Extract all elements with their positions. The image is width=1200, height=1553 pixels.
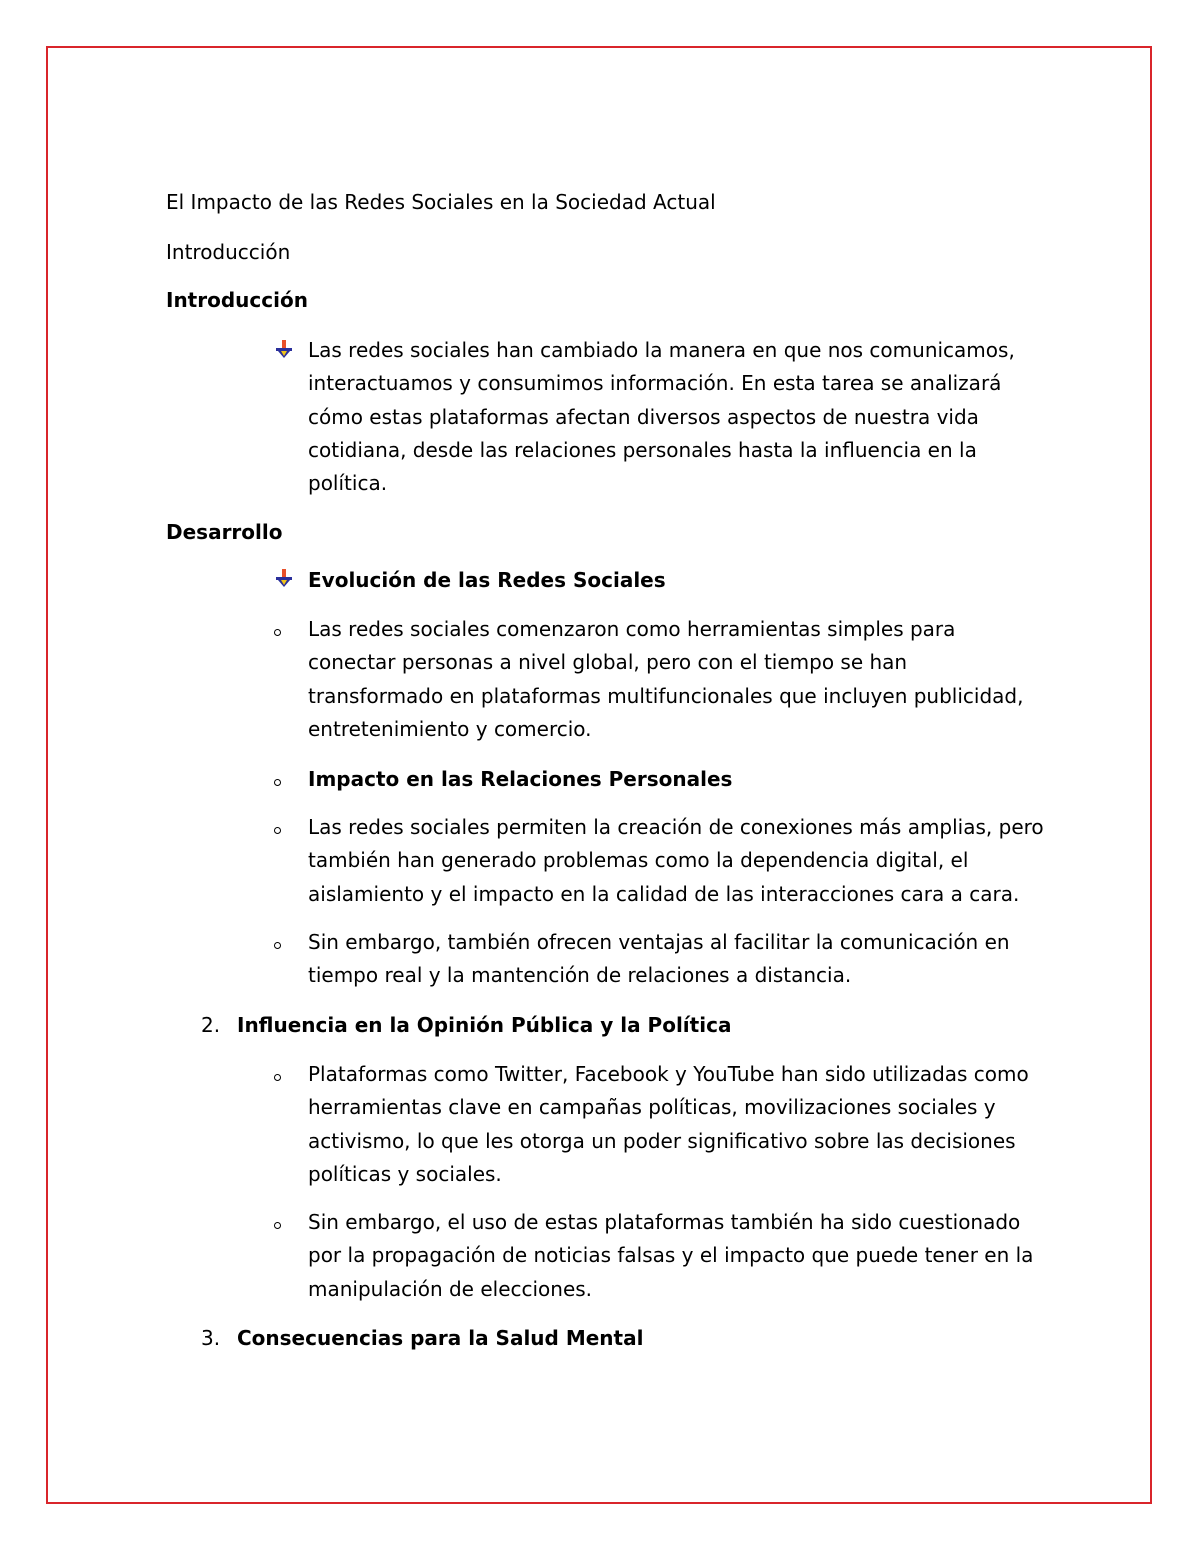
section-3-number: 3.: [201, 1326, 221, 1350]
hollow-circle-bullet-icon: [274, 779, 281, 786]
hollow-circle-bullet-icon: [274, 629, 281, 636]
section-2-heading: Influencia en la Opinión Pública y la Política: [237, 1013, 732, 1037]
section-2-number: 2.: [201, 1013, 221, 1037]
intro-heading: Introducción: [166, 288, 308, 312]
arrow-bullet-icon: [274, 568, 294, 588]
evolution-heading: Evolución de las Redes Sociales: [308, 568, 666, 592]
section-2-paragraph-1: Plataformas como Twitter, Facebook y YouTube han sido utilizadas como herramientas clave en campañas políticas, movilizaciones sociales y activismo, lo que les otorga un poder significativo sobre las decisiones políticas y sociales.: [308, 1062, 1029, 1186]
intro-paragraph: Las redes sociales han cambiado la manera en que nos comunicamos, interactuamos y consumimos información. En esta tarea se analizará cómo estas plataformas afectan diversos aspectos de nuestra vida cotidiana, desde las relaciones personales hasta la influencia en la política.: [308, 338, 1015, 496]
hollow-circle-bullet-icon: [274, 827, 281, 834]
hollow-circle-bullet-icon: [274, 942, 281, 949]
development-heading: Desarrollo: [166, 520, 283, 544]
intro-plain-label: Introducción: [166, 240, 291, 264]
section-2-paragraph-2: Sin embargo, el uso de estas plataformas también ha sido cuestionado por la propagación de noticias falsas y el impacto que puede tener en la manipulación de elecciones.: [308, 1210, 1034, 1301]
relations-heading: Impacto en las Relaciones Personales: [308, 767, 733, 791]
hollow-circle-bullet-icon: [274, 1222, 281, 1229]
relations-paragraph-2: Sin embargo, también ofrecen ventajas al facilitar la comunicación en tiempo real y la mantención de relaciones a distancia.: [308, 930, 1010, 988]
hollow-circle-bullet-icon: [274, 1074, 281, 1081]
section-3-heading: Consecuencias para la Salud Mental: [237, 1326, 644, 1350]
arrow-bullet-icon: [274, 339, 294, 359]
document-title: El Impacto de las Redes Sociales en la Sociedad Actual: [166, 190, 716, 214]
evolution-paragraph: Las redes sociales comenzaron como herramientas simples para conectar personas a nivel global, pero con el tiempo se han transformado en plataformas multifuncionales que incluyen publicidad, entretenimiento y comercio.: [308, 617, 1024, 741]
relations-paragraph-1: Las redes sociales permiten la creación de conexiones más amplias, pero también han generado problemas como la dependencia digital, el aislamiento y el impacto en la calidad de las interacciones cara a cara.: [308, 815, 1044, 906]
